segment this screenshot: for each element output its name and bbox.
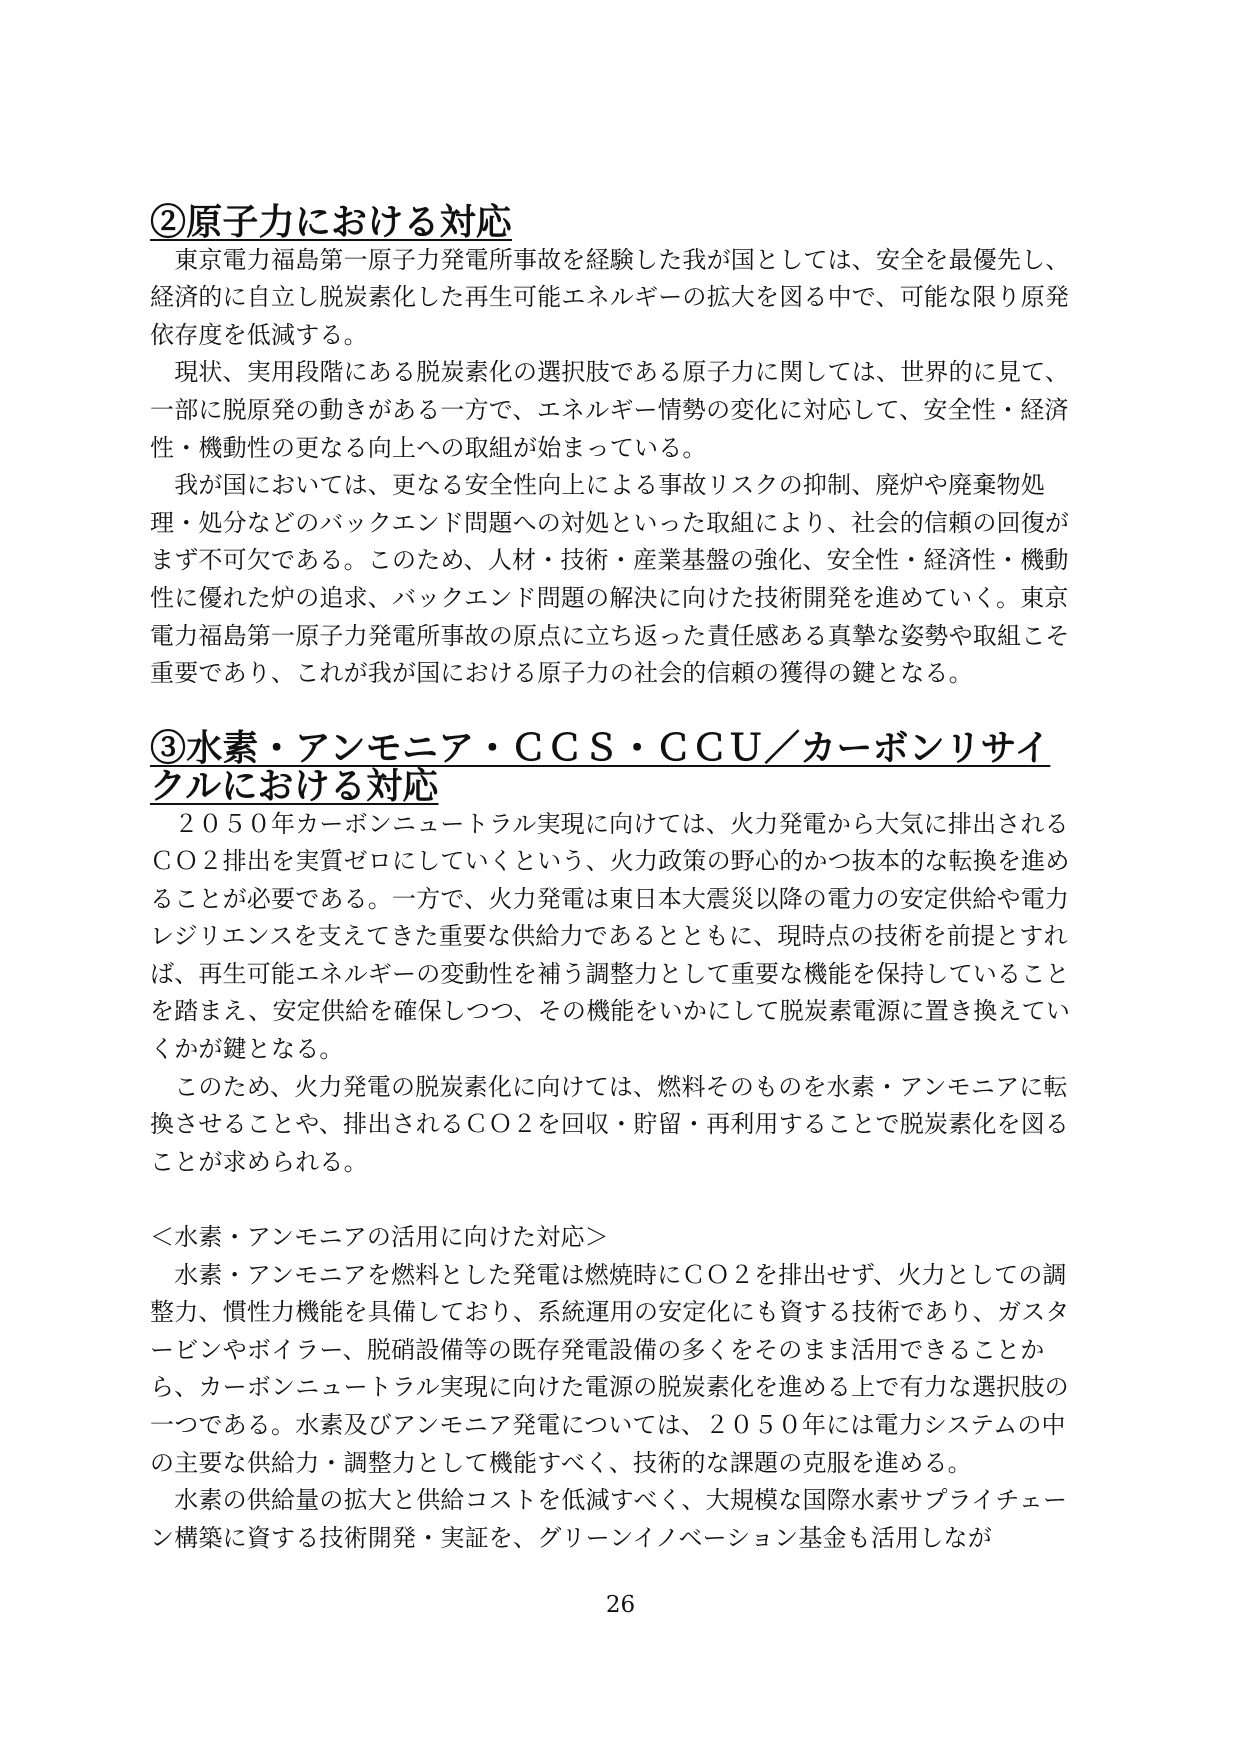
subsection-heading: ＜水素・アンモニアの活用に向けた対応＞ xyxy=(150,1223,609,1252)
paragraph: 水素の供給量の拡大と供給コストを低減すべく、大規模な国際水素サプライチェーン構築に資する技術開発・実証を、グリーンイノベーション基金も活用しなが xyxy=(150,1486,1068,1552)
section-heading-hydrogen-ammonia-ccs-ccu: ③水素・アンモニア・ＣＣＳ・ＣＣＵ／カーボンリサイクルにおける対応 xyxy=(150,727,1051,807)
section-hydrogen-ammonia-ccs-ccu xyxy=(150,727,1080,1181)
page-number: 26 xyxy=(605,1592,636,1618)
paragraph: 我が国においては、更なる安全性向上による事故リスクの抑制、廃炉や廃棄物処理・処分などのバックエンド問題への対処といった取組により、社会的信頼の回復がまず不可欠である。このため、人材・技術・産業基盤の強化、安全性・経済性・機動性に優れた炉の追求、バックエンド問題の解決に向けた技術開発を進めていく。東京電力福島第一原子力発電所事故の原点に立ち返った責任感ある真摯な姿勢や取組こそ重要であり、これが我が国における原子力の社会的信頼の獲得の鍵となる。 xyxy=(150,471,1070,688)
document-body xyxy=(150,201,1080,1557)
paragraph: ２０５０年カーボンニュートラル実現に向けては、火力発電から大気に排出されるＣＯ２排出を実質ゼロにしていくという、火力政策の野心的かつ抜本的な転換を進めることが必要である。一方で、火力発電は東日本大震災以降の電力の安定供給や電力レジリエンスを支えてきた重要な供給力であるとともに、現時点の技術を前提とすれば、再生可能エネルギーの変動性を補う調整力として重要な機能を保持していることを踏まえ、安定供給を確保しつつ、その機能をいかにして脱炭素電源に置き換えていくかが鍵となる。 xyxy=(150,809,1071,1064)
section-nuclear xyxy=(150,201,1080,693)
subsection-hydrogen-ammonia-use xyxy=(150,1219,1080,1557)
section-heading-nuclear: ②原子力における対応 xyxy=(150,201,513,243)
paragraph: 水素・アンモニアを燃料とした発電は燃焼時にＣＯ２を排出せず、火力としての調整力、慣性力機能を具備しており、系統運用の安定化にも資する技術であり、ガスタービンやボイラー、脱硝設備等の既存発電設備の多くをそのまま活用できることから、カーボンニュートラル実現に向けた電源の脱炭素化を進める上で有力な選択肢の一つである。水素及びアンモニア発電については、２０５０年には電力システムの中の主要な供給力・調整力として機能すべく、技術的な課題の克服を進める。 xyxy=(150,1260,1070,1477)
paragraph: 東京電力福島第一原子力発電所事故を経験した我が国としては、安全を最優先し、経済的に自立し脱炭素化した再生可能エネルギーの拡大を図る中で、可能な限り原発依存度を低減する。 xyxy=(150,245,1070,349)
paragraph: このため、火力発電の脱炭素化に向けては、燃料そのものを水素・アンモニアに転換させることや、排出されるＣＯ２を回収・貯留・再利用することで脱炭素化を図ることが求められる。 xyxy=(150,1072,1070,1176)
paragraph: 現状、実用段階にある脱炭素化の選択肢である原子力に関しては、世界的に見て、一部に脱原発の動きがある一方で、エネルギー情勢の変化に対応して、安全性・経済性・機動性の更なる向上への取組が始まっている。 xyxy=(150,358,1070,462)
